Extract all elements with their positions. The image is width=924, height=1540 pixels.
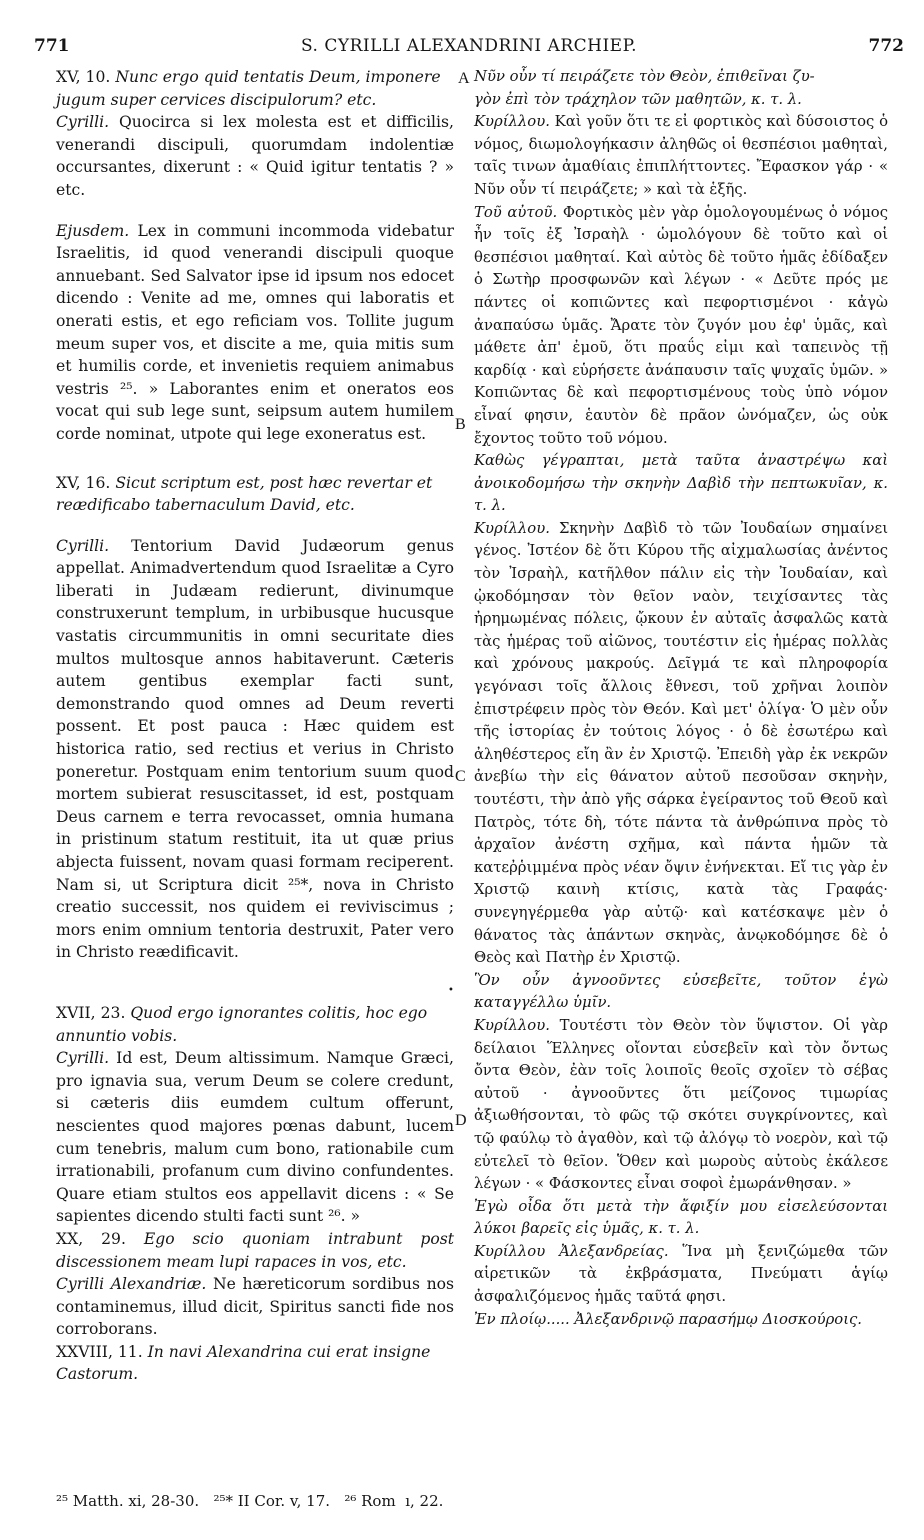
- lemma-text: Nunc ergo quid tentatis Deum, imponere jugum super cervices discipulorum? etc.: [56, 68, 441, 109]
- lemma-paragraph: [56, 472, 454, 517]
- commentary-paragraph: [474, 1015, 888, 1196]
- commentary-paragraph: [474, 518, 888, 970]
- commentary-text: Id est, Deum altissimum. Namque Græci, pro ignavia sua, verum Deum se colere credunt, si cæteris diis eumdem cultum offerunt, nescientes quod majores pœnas dabunt, lucem cum tenebris, malum cum bono, rationabile cum irrationabili, profanum cum divino confundentes. Quare etiam stultos eos appellavit dicens : « Se sapientes dicendo stulti facti sunt ²⁶. »: [56, 1049, 454, 1226]
- commentary-paragraph: [56, 535, 454, 964]
- author-ref: Κυρίλλου.: [474, 1016, 550, 1034]
- lemma-paragraph: Ὃν οὖν ἀγνοοῦντες εὐσεβεῖτε, τοῦτον ἐγὼ καταγγέλλω ὑμῖν.: [474, 971, 888, 1012]
- commentary-text: Lex in communi incommoda videbatur Israelitis, id quod venerandi discipuli quoque annuebant. Sed Salvator ipse id ipsum nos edocet dicendo : Venite ad me, omnes qui laboratis et onerati estis, et ego reficiam vos. Tollite jugum meum super vos, et discite a me, quia mitis sum et humilis corde, et invenietis requiem animabus vestris ²⁵. » Laborantes enim et oneratos eos vocat qui sub lege sunt, seipsum autem humilem corde nominat, utpote qui lege exoneratus est.: [56, 221, 454, 443]
- commentary-text: Quocirca si lex molesta est et difficilis, venerandi discipuli, quorumdam indolentiæ occursantes, dixerunt : « Quid igitur tentatis ? » etc.: [56, 113, 454, 199]
- verse-ref: XVII, 23.: [56, 1003, 126, 1022]
- commentary-paragraph: [56, 111, 454, 201]
- commentary-text: Τουτέστι τὸν Θεὸν τὸν ὕψιστον. Οἱ γὰρ δείλαιοι Ἕλληνες οἴονται εὐσεβεῖν καὶ τὸν ὄντως ὄντα Θεὸν, ἐὰν τοῖς λοιποῖς θεοῖς σχοῖεν τὸ σέβας αὐτοῦ · ἀγνοοῦντες ὅτι μείζονος τιμωρίας ἀξιωθήσονται, τὸ φῶς τῷ σκότει συγκρίνοντες, καὶ τῷ φαύλῳ τὸ ἀγαθὸν, καὶ τῷ ἀλόγῳ τὸ νοερὸν, καὶ τῷ εὐτελεῖ τὸ θεῖον. Ὅθεν καὶ μωροὺς αὐτοὺς ἐκάλεσε λέγων · « Φάσκοντες εἶναι σοφοὶ ἐμωράνθησαν. »: [474, 1016, 888, 1193]
- lemma-paragraph: [56, 1341, 454, 1386]
- commentary-text: Tentorium David Judæorum genus appellat. Animadvertendum quod Israelitæ a Cyro liberati in Judæam redierunt, divinumque construxerunt templum, in urbibusque hucusque vastatis circummunitis in omni securitate dies multos multosque annos habitaverunt. Cæteris autem gentibus exemplar facti sunt, demonstrando quod omnes ad Deum reverti possent. Et post pauca : Hæc quidem est historica ratio, sed rectius et verius in Christo poneretur. Postquam enim tentorium suum quod mortem subierat resuscitasset, id est, postquam Deus carnem e terra revocasset, omnia humana in pristinum statum restituit, ita ut quæ prius abjecta fuissent, novam quasi formam reciperent. Nam si, ut Scriptura dicit ²⁵*, nova in Christo creatio successit, nos quidem ei reviviscimus ; mors enim omnium tentoria destruxit, Pater vero in Christo reædificavit.: [56, 536, 454, 962]
- greek-column: [474, 66, 888, 1331]
- lemma-text: Ego scio quoniam intrabunt post discessionem meam lupi rapaces in vos, etc.: [56, 1229, 454, 1271]
- verse-ref: XV, 16.: [56, 473, 111, 492]
- author-ref: Κυρίλλου Ἀλεξανδρείας.: [474, 1242, 669, 1260]
- author-ref: Κυρίλλου.: [474, 113, 550, 131]
- lemma-paragraph: [56, 66, 454, 111]
- page-number-right: 772: [868, 36, 904, 56]
- commentary-paragraph: [56, 1047, 454, 1228]
- commentary-paragraph: [474, 202, 888, 451]
- footnotes: ²⁵ Matth. xi, 28-30. ²⁵* II Cor. v, 17. ²⁶ Rom ı, 22.: [56, 1492, 444, 1510]
- lemma-text: Quod ergo ignorantes colitis, hoc ego annuntio vobis.: [56, 1003, 428, 1045]
- verse-ref: XX, 29.: [56, 1229, 126, 1248]
- verse-ref: XV, 10.: [56, 68, 111, 86]
- commentary-paragraph: [56, 1273, 454, 1341]
- author-ref: Κυρίλλου.: [474, 519, 550, 537]
- commentary-paragraph: [474, 111, 888, 201]
- lemma-paragraph: Ἐγὼ οἶδα ὅτι μετὰ τὴν ἄφιξίν μου εἰσελεύσονται λύκοι βαρεῖς εἰς ὑμᾶς, κ. τ. λ.: [474, 1197, 888, 1238]
- commentary-paragraph: [474, 1241, 888, 1309]
- lemma-text: In navi Alexandrina cui erat insigne Castorum.: [56, 1342, 431, 1384]
- running-title: S. CYRILLI ALEXANDRINI ARCHIEP.: [301, 36, 637, 56]
- commentary-paragraph: [56, 220, 454, 446]
- margin-letter-a: A: [458, 70, 470, 87]
- commentary-text: Καὶ γοῦν ὅτι τε εἰ φορτικὸς καὶ δύσοιστος ὁ νόμος, διωμολογήκασιν ἀληθῶς οἱ θεσπέσιοι μαθηταὶ, ταῖς τινων ἀμαθίαις ἐπιπλήττοντες. Ἔφασκον γάρ · « Νῦν οὖν τί πειράζετε; » καὶ τὰ ἑξῆς.: [474, 113, 888, 198]
- commentary-text: Ne hæreticorum sordibus nos contaminemus, illud dicit, Spiritus sancti fide nos corroborans.: [56, 1275, 454, 1339]
- margin-letter-b: B: [455, 416, 466, 433]
- margin-letter-c: C: [455, 768, 466, 785]
- author-ref: Cyrilli.: [56, 113, 110, 132]
- author-ref: Cyrilli Alexandriæ.: [56, 1275, 207, 1294]
- author-ref: Τοῦ αὐτοῦ.: [474, 203, 558, 221]
- latin-column: [56, 66, 454, 1386]
- page-number-left: 771: [34, 36, 70, 56]
- lemma-paragraph: [56, 1228, 454, 1273]
- lemma-paragraph: Ἐν πλοίῳ..... Ἀλεξανδρινῷ παρασήμῳ Διοσκούροις.: [474, 1310, 862, 1328]
- lemma-paragraph: Νῦν οὖν τί πειράζετε τὸν Θεὸν, ἐπιθεῖναι ζυ- γὸν ἐπὶ τὸν τράχηλον τῶν μαθητῶν, κ. τ. λ.: [474, 68, 815, 108]
- lemma-paragraph: [56, 1002, 454, 1047]
- commentary-text: Ἵνα μὴ ξενιζώμεθα τῶν αἱρετικῶν τὰ ἐκβράσματα, Πνεύματι ἁγίῳ ἀσφαλιζόμενος ἡμᾶς ταῦτά φησι.: [474, 1242, 888, 1306]
- margin-letter-d: D: [455, 1112, 467, 1129]
- commentary-text: Φορτικὸς μὲν γὰρ ὁμολογουμένως ὁ νόμος ἦν τοῖς ἐξ Ἰσραὴλ · ὡμολόγουν δὲ τοῦτο καὶ οἱ θεσπέσιοι μαθηταί. Καὶ αὐτὸς δὲ τοῦτο ἡμᾶς ἐδίδαξεν ὁ Σωτὴρ προσφωνῶν καὶ λέγων · « Δεῦτε πρός με πάντες οἱ κοπιῶντες καὶ πεφορτισμένοι · κἀγὼ ἀναπαύσω ὑμᾶς. Ἄρατε τὸν ζυγόν μου ἐφ' ὑμᾶς, καὶ μάθετε ἀπ' ἐμοῦ, ὅτι πραΰς εἰμι καὶ ταπεινὸς τῇ καρδίᾳ · καὶ εὑρήσετε ἀνάπαυσιν ταῖς ψυχαῖς ὑμῶν. » Κοπιῶντας δὲ καὶ πεφορτισμένους τοὺς ὑπὸ νόμον εἶναί φησιν, ἑαυτὸν δὲ πρᾶον ὠνόμαζεν, ὡς οὐκ ἔχοντος τοῦτο τοῦ νόμου.: [474, 203, 889, 447]
- verse-ref: XXVIII, 11.: [56, 1342, 143, 1361]
- stray-mark: •: [448, 985, 454, 996]
- running-header: [34, 36, 904, 58]
- commentary-text: Σκηνὴν Δαβὶδ τὸ τῶν Ἰουδαίων σημαίνει γένος. Ἰστέον δὲ ὅτι Κύρου τῆς αἰχμαλωσίας ἀνέντος τὸν Ἰσραὴλ, κατῆλθον πάλιν εἰς τὴν Ἰουδαίαν, καὶ ᾠκοδόμησαν τὸν θεῖον ναὸν, τειχίσαντες τὰς ἠρημωμένας πόλεις, ᾤκουν ἐν αὐταῖς ἀσφαλῶς κατὰ τὰς ἡμέρας τοῦ αἰῶνος, τουτέστιν εἰς ἡμέρας πολλὰς καὶ χρόνους μακρούς. Δεῖγμά τε καὶ πληροφορία γεγόνασι τοῖς ἄλλοις ἔθνεσι, τοῦ χρῆναι λοιπὸν ἐπιστρέφειν πρὸς τὸν Θεόν. Καὶ μετ' ὀλίγα· Ὁ μὲν οὖν τῆς ἱστορίας ἐν τούτοις λόγος · ὁ δὲ ἐσωτέρω καὶ ἀληθέστερος εἴη ἂν ἐν Χριστῷ. Ἐπειδὴ γὰρ ἐκ νεκρῶν ἀνεβίω τὴν εἰς θάνατον αὐτοῦ πεσοῦσαν σκηνὴν, τουτέστι, τὴν ἀπὸ γῆς σάρκα ἐγείραντος τοῦ Θεοῦ καὶ Πατρὸς, τότε δὴ, τότε πάντα τὰ ἀνθρώπινα πρὸς τὸ ἀρχαῖον ἀνέστη σχῆμα, καὶ πάντα ἡμῶν τὰ κατεῤῥιμμένα πρὸς νέαν ὄψιν ἐνήνεκται. Εἴ τις γὰρ ἐν Χριστῷ καινὴ κτίσις, κατὰ τὰς Γραφάς· συνεγηγέρμεθα γὰρ αὐτῷ· καὶ κατέσκαψε μὲν ὁ θάνατος τὰς ἁπάντων σκηνὰς, ἀνῳκοδόμησε δὲ ὁ Θεὸς καὶ Πατὴρ ἐν Χριστῷ.: [474, 519, 888, 967]
- lemma-text: Sicut scriptum est, post hæc revertar et reædificabo tabernaculum David, etc.: [56, 473, 433, 515]
- author-ref: Cyrilli.: [56, 1049, 110, 1068]
- lemma-paragraph: Καθὼς γέγραπται, μετὰ ταῦτα ἀναστρέψω καὶ ἀνοικοδομήσω τὴν σκηνὴν Δαβὶδ τὴν πεπτωκυῖαν, κ. τ. λ.: [474, 452, 888, 515]
- author-ref: Ejusdem.: [56, 221, 130, 240]
- author-ref: Cyrilli.: [56, 536, 110, 555]
